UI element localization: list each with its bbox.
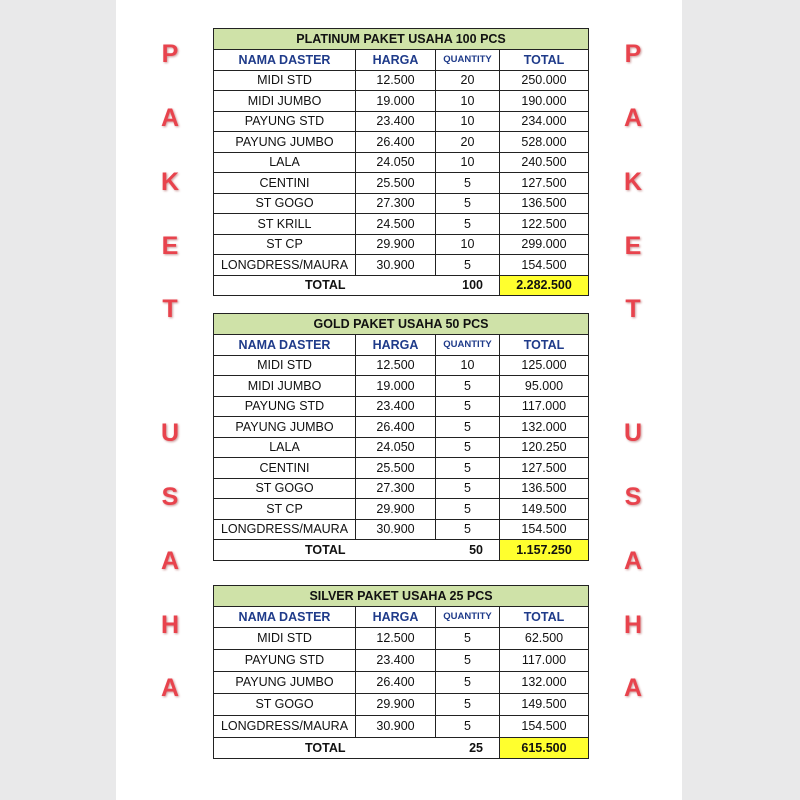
item-total: 62.500 (500, 627, 589, 649)
item-qty: 10 (436, 234, 500, 255)
item-price: 29.900 (356, 499, 436, 520)
item-price: 24.050 (356, 437, 436, 458)
header-quantity: QUANTITY (436, 50, 500, 71)
item-price: 26.400 (356, 671, 436, 693)
item-price: 26.400 (356, 132, 436, 153)
item-qty: 5 (436, 437, 500, 458)
side-letter: K (623, 168, 643, 196)
item-total: 117.000 (500, 396, 589, 417)
side-letter: S (624, 483, 642, 511)
item-total: 95.000 (500, 376, 589, 397)
item-price: 12.500 (356, 627, 436, 649)
item-name: LONGDRESS/MAURA (214, 715, 356, 737)
side-letter: T (625, 295, 641, 323)
table-row (214, 355, 589, 376)
total-row (214, 540, 589, 561)
item-qty: 5 (436, 458, 500, 479)
table-row (214, 649, 589, 671)
table-row (214, 458, 589, 479)
total-row (214, 275, 589, 296)
item-total: 127.500 (500, 173, 589, 194)
item-name: PAYUNG JUMBO (214, 417, 356, 438)
side-letter: P (161, 40, 179, 68)
item-total: 117.000 (500, 649, 589, 671)
package-title: PLATINUM PAKET USAHA 100 PCS (214, 29, 589, 50)
item-name: MIDI STD (214, 70, 356, 91)
side-letter: U (623, 419, 643, 447)
table-row (214, 715, 589, 737)
table-row (214, 437, 589, 458)
item-qty: 5 (436, 255, 500, 276)
item-qty: 5 (436, 499, 500, 520)
package-table-platinum (213, 28, 589, 296)
item-name: MIDI STD (214, 627, 356, 649)
table-row (214, 152, 589, 173)
item-price: 19.000 (356, 376, 436, 397)
item-name: ST GOGO (214, 693, 356, 715)
item-total: 154.500 (500, 519, 589, 540)
side-letter: A (160, 547, 180, 575)
grand-total: 1.157.250 (500, 540, 589, 561)
total-row (214, 737, 589, 758)
table-row (214, 417, 589, 438)
side-letter: H (160, 611, 180, 639)
table-row (214, 91, 589, 112)
item-qty: 5 (436, 417, 500, 438)
table-row (214, 255, 589, 276)
table-row (214, 396, 589, 417)
item-name: PAYUNG JUMBO (214, 671, 356, 693)
total-label: TOTAL (214, 540, 356, 561)
item-total: 190.000 (500, 91, 589, 112)
side-letter: A (160, 674, 180, 702)
table-row (214, 499, 589, 520)
item-name: ST CP (214, 499, 356, 520)
item-price: 30.900 (356, 519, 436, 540)
item-price: 27.300 (356, 478, 436, 499)
total-quantity: 25 (436, 737, 500, 758)
item-total: 122.500 (500, 214, 589, 235)
table-row (214, 519, 589, 540)
item-total: 528.000 (500, 132, 589, 153)
side-letter: A (623, 104, 643, 132)
side-letter: E (161, 232, 179, 260)
item-name: LONGDRESS/MAURA (214, 519, 356, 540)
item-price: 26.400 (356, 417, 436, 438)
table-row (214, 193, 589, 214)
grand-total: 2.282.500 (500, 275, 589, 296)
item-name: LONGDRESS/MAURA (214, 255, 356, 276)
package-table-gold (213, 313, 589, 561)
table-row (214, 111, 589, 132)
table-row (214, 70, 589, 91)
item-qty: 10 (436, 152, 500, 173)
item-total: 240.500 (500, 152, 589, 173)
item-qty: 10 (436, 111, 500, 132)
item-name: ST CP (214, 234, 356, 255)
item-name: CENTINI (214, 458, 356, 479)
item-qty: 5 (436, 376, 500, 397)
item-name: CENTINI (214, 173, 356, 194)
item-total: 136.500 (500, 193, 589, 214)
item-qty: 5 (436, 693, 500, 715)
header-name: NAMA DASTER (214, 335, 356, 356)
side-letter: A (623, 674, 643, 702)
item-price: 12.500 (356, 70, 436, 91)
item-name: PAYUNG STD (214, 111, 356, 132)
total-label: TOTAL (214, 275, 356, 296)
item-total: 250.000 (500, 70, 589, 91)
item-total: 125.000 (500, 355, 589, 376)
item-price: 19.000 (356, 91, 436, 112)
item-price: 25.500 (356, 173, 436, 194)
total-quantity: 100 (436, 275, 500, 296)
item-qty: 5 (436, 649, 500, 671)
total-label: TOTAL (214, 737, 356, 758)
item-name: LALA (214, 437, 356, 458)
item-price: 23.400 (356, 111, 436, 132)
item-price: 24.050 (356, 152, 436, 173)
table-row (214, 693, 589, 715)
header-total: TOTAL (500, 335, 589, 356)
table-row (214, 478, 589, 499)
item-qty: 10 (436, 355, 500, 376)
item-total: 136.500 (500, 478, 589, 499)
header-quantity: QUANTITY (436, 335, 500, 356)
header-name: NAMA DASTER (214, 50, 356, 71)
side-letter: P (624, 40, 642, 68)
header-name: NAMA DASTER (214, 607, 356, 628)
item-qty: 20 (436, 70, 500, 91)
package-title: SILVER PAKET USAHA 25 PCS (214, 586, 589, 607)
item-total: 154.500 (500, 255, 589, 276)
header-total: TOTAL (500, 50, 589, 71)
item-price: 27.300 (356, 193, 436, 214)
item-price: 25.500 (356, 458, 436, 479)
item-name: MIDI JUMBO (214, 376, 356, 397)
item-total: 154.500 (500, 715, 589, 737)
side-letter: K (160, 168, 180, 196)
item-total: 120.250 (500, 437, 589, 458)
header-price: HARGA (356, 50, 436, 71)
side-letter: A (623, 547, 643, 575)
item-qty: 20 (436, 132, 500, 153)
item-qty: 5 (436, 519, 500, 540)
item-price: 24.500 (356, 214, 436, 235)
item-qty: 5 (436, 478, 500, 499)
header-price: HARGA (356, 607, 436, 628)
item-price: 30.900 (356, 255, 436, 276)
item-name: ST GOGO (214, 193, 356, 214)
item-price: 23.400 (356, 396, 436, 417)
item-qty: 5 (436, 715, 500, 737)
item-qty: 5 (436, 627, 500, 649)
item-qty: 5 (436, 173, 500, 194)
table-row (214, 671, 589, 693)
item-total: 149.500 (500, 693, 589, 715)
grand-total: 615.500 (500, 737, 589, 758)
item-price: 29.900 (356, 693, 436, 715)
item-qty: 5 (436, 214, 500, 235)
item-name: PAYUNG STD (214, 649, 356, 671)
item-price: 29.900 (356, 234, 436, 255)
header-total: TOTAL (500, 607, 589, 628)
table-row (214, 376, 589, 397)
header-quantity: QUANTITY (436, 607, 500, 628)
table-row (214, 627, 589, 649)
item-qty: 5 (436, 671, 500, 693)
item-total: 299.000 (500, 234, 589, 255)
header-price: HARGA (356, 335, 436, 356)
item-qty: 5 (436, 193, 500, 214)
item-name: ST KRILL (214, 214, 356, 235)
item-total: 127.500 (500, 458, 589, 479)
item-total: 132.000 (500, 671, 589, 693)
item-name: MIDI JUMBO (214, 91, 356, 112)
table-row (214, 173, 589, 194)
side-letter: S (161, 483, 179, 511)
item-name: ST GOGO (214, 478, 356, 499)
table-row (214, 132, 589, 153)
side-letter: U (160, 419, 180, 447)
side-letter: A (160, 104, 180, 132)
item-price: 12.500 (356, 355, 436, 376)
item-total: 132.000 (500, 417, 589, 438)
item-name: MIDI STD (214, 355, 356, 376)
item-name: PAYUNG STD (214, 396, 356, 417)
table-row (214, 234, 589, 255)
table-row (214, 214, 589, 235)
package-title: GOLD PAKET USAHA 50 PCS (214, 314, 589, 335)
package-table-silver (213, 585, 589, 759)
side-letter: H (623, 611, 643, 639)
item-total: 234.000 (500, 111, 589, 132)
item-name: PAYUNG JUMBO (214, 132, 356, 153)
item-qty: 10 (436, 91, 500, 112)
total-quantity: 50 (436, 540, 500, 561)
side-letter: T (162, 295, 178, 323)
item-qty: 5 (436, 396, 500, 417)
item-name: LALA (214, 152, 356, 173)
item-total: 149.500 (500, 499, 589, 520)
side-letter: E (624, 232, 642, 260)
item-price: 23.400 (356, 649, 436, 671)
item-price: 30.900 (356, 715, 436, 737)
